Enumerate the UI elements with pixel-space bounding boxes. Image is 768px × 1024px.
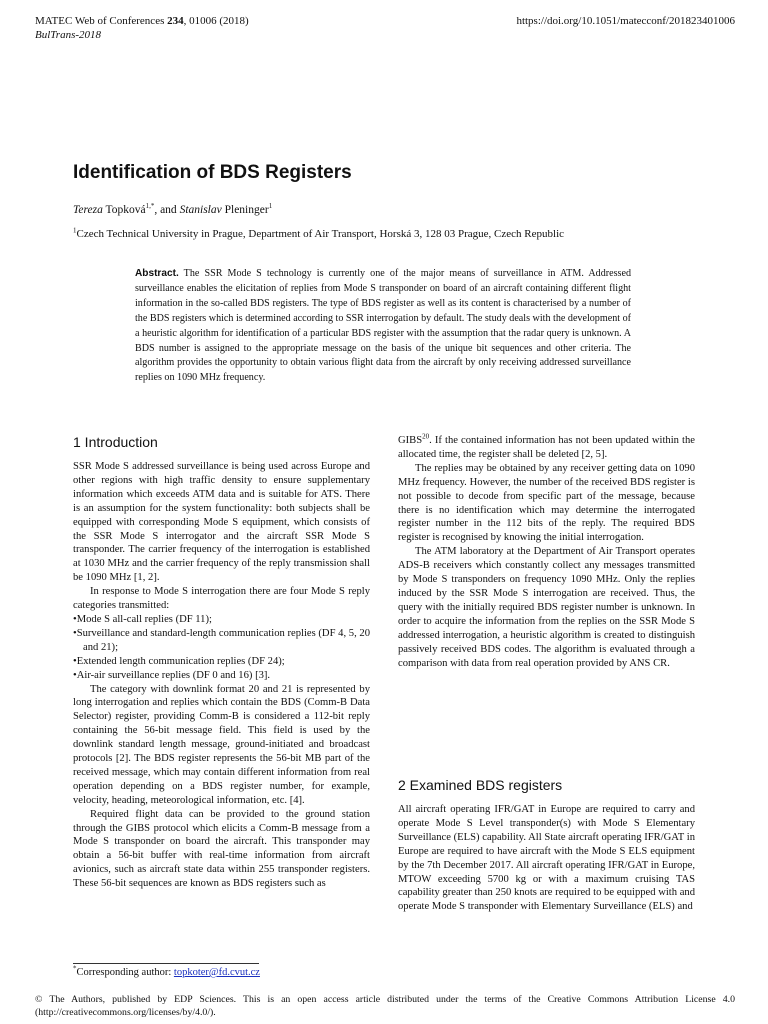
journal-name: MATEC Web of Conferences: [35, 15, 168, 27]
journal-header: [35, 14, 249, 28]
journal-volume: 234: [167, 15, 184, 27]
paragraph: All aircraft operating IFR/GAT in Europe are required to carry and operate Mode S Level transponder(s) with Mode S Elementary Surveillance (ELS) capability. All State aircraft operating IFR/GAT in Europe are required to have aircraft with the Mode S ELS equipment by the 7th December 2017. All aircraft operating IFR/GAT in Europe, MTOW exceeding 5700 kg or with a maximum cruising TAS capability greater than 250 knots are required to be equipped with and operate Mode S transponder with Elementary Surveillance (ELS) and: [398, 804, 695, 913]
gibs-text: GIBS: [398, 435, 423, 446]
affiliation: [73, 228, 564, 240]
gibs-superscript: 20: [422, 432, 430, 441]
license-footer: © The Authors, published by EDP Sciences. This is an open access article distributed under the terms of the Creative Commons Attribution License 4.0 (http://creativecommons.org/licenses/by/4.0/).: [35, 994, 735, 1018]
author1-last: Topková: [102, 204, 146, 216]
article-number: , 01006 (2018): [183, 15, 249, 27]
footnote-label: Corresponding author:: [76, 967, 174, 978]
list-item: • Air-air surveillance replies (DF 0 and 16) [3].: [73, 669, 370, 683]
abstract-text: The SSR Mode S technology is currently one of the major means of surveillance in ATM. Addressed surveillance enables the elicitation of replies from Mode S transponder on board of an aircraft containing different flight information in the so-called BDS registers. The type of BDS register as well as its content is characterised by a number of the BDS registers which is determined according to SSR interrogation by default. The study deals with the development of a heuristic algorithm for identification of a particular BDS register with the assumption that the radar query is unknown. A BDS number is assigned to the appropriate message on the basis of the unique bit sequences and other criteria. The algorithm provides the opportunity to obtain various flight data from the aircraft by only receiving addressed surveillance replies on 1090 MHz frequency.: [135, 268, 631, 384]
list-item: • Extended length communication replies (DF 24);: [73, 655, 370, 669]
section-1-heading: 1 Introduction: [73, 434, 158, 450]
paragraph: SSR Mode S addressed surveillance is being used across Europe and other regions with high traffic density to ensure supplementary information which exceeds ATM data and is suitable for ATS. There is an assumption for the system functionality: both subjects shall be equipped with corresponding Mode S equipment, which consists of the SSR Mode S interrogator and the aircraft SSR Mode S transponder. The carrier frequency of the interrogation is established at 1030 MHz and the carrier frequency of the reply transmission shall be 1090 MHz [1, 2].: [73, 461, 370, 584]
right-column: [398, 434, 695, 670]
left-column: [73, 460, 370, 891]
paragraph: The replies may be obtained by any receiver getting data on 1090 MHz frequency. However, the number of the received BDS register is not possible to decode from specific part of the message, because there is no identification which may determine the interrogated register number in the 112 bits of the reply. The required BDS register is recognised by knowing the initial interrogation.: [398, 462, 695, 544]
abstract: [135, 267, 631, 386]
footnote-mark: *: [73, 964, 77, 973]
author1-first: Tereza: [73, 204, 103, 216]
gibs-rest: . If the contained information has not been updated within the allocated time, the register shall be deleted [2, 5].: [398, 435, 695, 460]
paragraph: The category with downlink format 20 and 21 is represented by long interrogation and replies which contain the BDS (Comm-B Data Selector) register, providing Comm-B is considered a 112-bit reply containing the 56-bit message field. This field is used by the downlink standard length message, ground-initiated and broadcast protocols [2]. The BDS register represents the 56-bit MB part of the received message, which may contain different information from real operation depending on a BDS register number, for example, velocity, heading, meteorological information, etc. [4].: [73, 683, 370, 806]
affiliation-mark: 1: [73, 226, 77, 235]
section-2-heading: 2 Examined BDS registers: [398, 777, 563, 793]
abstract-label: Abstract.: [135, 268, 179, 279]
section-2-body: [398, 803, 695, 914]
paragraph: Required flight data can be provided to the ground station through the GIBS protocol which elicits a Comm-B message from a Mode S transponder on board the aircraft. This transponder may obtain a 56-bit buffer with real-time information from aircraft avionics, such as aircraft state data within 255 transponder registers. These 56-bit sequences are known as BDS registers such as: [73, 808, 370, 890]
paragraph: In response to Mode S interrogation there are four Mode S reply categories transmitted:: [73, 586, 370, 612]
reply-category-list: [73, 613, 370, 683]
paper-title: Identification of BDS Registers: [73, 162, 352, 183]
author-separator: , and: [154, 204, 180, 216]
author2-first: Stanislav: [179, 204, 222, 216]
author-email-link[interactable]: topkoter@fd.cvut.cz: [173, 967, 260, 978]
paragraph: [398, 434, 695, 462]
affiliation-text: Czech Technical University in Prague, Department of Air Transport, Horská 3, 128 03 Prague, Czech Republic: [76, 228, 565, 240]
list-item: • Surveillance and standard-length communication replies (DF 4, 5, 20 and 21);: [73, 627, 370, 655]
author1-affil: 1,*: [145, 202, 155, 211]
footnote-rule: [73, 963, 259, 964]
author-list: [73, 204, 272, 216]
paragraph: The ATM laboratory at the Department of Air Transport operates ADS-B receivers which constantly collect any messages transmitted by Mode S transponders on frequency 1090 MHz. Only the replies induced by the SSR Mode S interrogation are received. Thus, the query with the initially required BDS register number is unknown. In order to acquire the information from the replies on the SSR Mode S addressed interrogation, a heuristic algorithm is created to distinguish passively received BDS codes. The algorithm is evaluated through a comparison with data from real operation provided by ANS CR.: [398, 546, 695, 669]
conference-name: BulTrans-2018: [35, 29, 102, 41]
list-item: • Mode S all-call replies (DF 11);: [73, 613, 370, 627]
doi-link[interactable]: https://doi.org/10.1051/matecconf/201823401006: [516, 15, 735, 27]
author2-last: Pleninger: [221, 204, 269, 216]
author2-affil: 1: [268, 202, 273, 211]
footnote: [73, 964, 260, 978]
